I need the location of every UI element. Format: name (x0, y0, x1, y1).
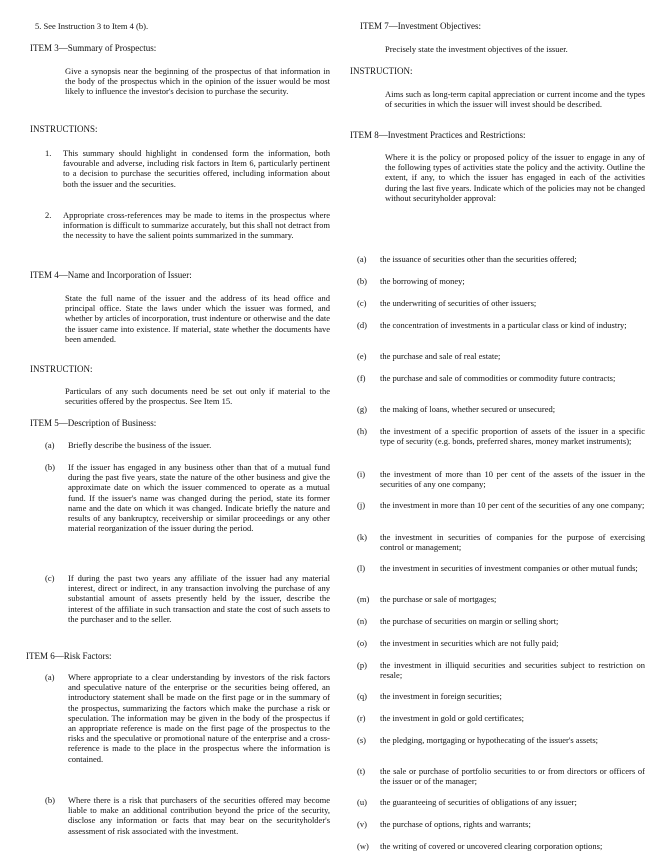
instruction-text: Appropriate cross-references may be made to items in the prospectus where information is difficult to summarize accurately, but this shall not detract from the necessity to have the salient points summarized in the summary. (63, 210, 330, 241)
item8-h (357, 426, 645, 446)
item-text: the purchase and sale of real estate; (380, 351, 501, 361)
item-text: the investment of a specific proportion of assets of the issuer in a specific type of security (e.g. bonds, preferred shares, money market instruments); (380, 426, 645, 447)
item-text: the making of loans, whether secured or unsecured; (380, 404, 556, 414)
item5-heading: ITEM 5—Description of Business: (30, 418, 157, 428)
item8-m (357, 594, 645, 604)
item3-body: Give a synopsis near the beginning of the prospectus of that information in the body of the prospectus which in the opinion of the issuer would be most likely to influence the investor's decision to purchase the security. (65, 66, 330, 97)
item-text: the purchase or sale of mortgages; (380, 594, 497, 604)
item-label: (a) (45, 440, 55, 450)
item8-d (357, 320, 645, 330)
item8-t (357, 766, 645, 786)
item8-b (357, 276, 645, 286)
item-text: If during the past two years any affiliate of the issuer had any material interest, direct or indirect, in any transaction involving the purchase of any substantial amount of assets presently held by the issuer, describe the interest of the affiliate in such transaction and state the cost of such assets to the purchaser and to the seller. (68, 573, 330, 624)
item-text: the borrowing of money; (380, 276, 465, 286)
instruction-label: 1. (45, 148, 52, 158)
item-text: the investment in foreign securities; (380, 691, 502, 701)
item7-heading: ITEM 7—Investment Objectives: (360, 21, 481, 31)
item7-body: Precisely state the investment objectives of the issuer. (385, 44, 568, 54)
item-label: (o) (357, 638, 367, 648)
item8-u (357, 797, 645, 807)
item8-j (357, 500, 645, 510)
item4-heading: ITEM 4—Name and Incorporation of Issuer: (30, 270, 192, 280)
item-label: (b) (45, 462, 55, 472)
item3-instructions-heading: INSTRUCTIONS: (30, 124, 98, 134)
item-label: (h) (357, 426, 367, 436)
item-text: Where appropriate to a clear understanding by investors of the risk factors and speculative nature of the enterprise or the securities being offered, an introductory statement shall be made on the first page or in the summary of the prospectus, summarizing the factors which make the purchase a risk or speculation. The information may be given in the body of the prospectus if an appropriate reference is made on the first page of the prospectus to the risks and the speculative or promotional nature of the enterprise and a cross-reference is made to the place in the prospectus where the information is contained. (68, 672, 330, 764)
instruction-text: This summary should highlight in condensed form the information, both favourable and adverse, including risk factors in Item 6, particularly pertinent to a decision to purchase the securities offered, including information about both the issuer and the securities. (63, 148, 330, 189)
item-label: (l) (357, 563, 366, 573)
item-label: (j) (357, 500, 366, 510)
top-note: 5. See Instruction 3 to Item 4 (b). (35, 21, 149, 31)
item-label: (a) (357, 254, 367, 264)
item3-instruction-1 (30, 148, 330, 189)
item-label: (g) (357, 404, 367, 414)
item-text: the guaranteeing of securities of obligations of any issuer; (380, 797, 577, 807)
item4-instruction-heading: INSTRUCTION: (30, 364, 93, 374)
item-text: the investment in illiquid securities and securities subject to restriction on resale; (380, 660, 645, 681)
item8-o (357, 638, 645, 648)
item8-a (357, 254, 645, 264)
item6-heading: ITEM 6—Risk Factors: (26, 651, 112, 661)
item-text: the investment in securities of companies for the purpose of exercising control or management; (380, 532, 645, 553)
item-label: (r) (357, 713, 366, 723)
item-label: (w) (357, 841, 369, 851)
item8-k (357, 532, 645, 552)
item-text: If the issuer has engaged in any business other than that of a mutual fund during the past five years, state the nature of the other business and give the approximate date on which the issuer commenced to operate as a mutual fund. If the issuer's name was changed during the period, state its former name and the date on which it was changed. Indicate briefly the nature and results of any bankruptcy, receivership or similar proceedings or any other material reorganization of the issuer during the period. (68, 462, 330, 534)
item8-l (357, 563, 645, 573)
item8-n (357, 616, 645, 626)
item-label: (b) (45, 795, 55, 805)
item-text: the investment in gold or gold certificates; (380, 713, 524, 723)
item-label: (a) (45, 672, 55, 682)
item-text: Briefly describe the business of the issuer. (68, 440, 212, 450)
item-text: Where there is a risk that purchasers of the securities offered may become liable to make an additional contribution beyond the price of the security, disclose any information or facts that may bear on the securityholder's assessment of risk associated with the investment. (68, 795, 330, 836)
item-label: (n) (357, 616, 367, 626)
item5-c (45, 573, 330, 624)
item-label: (v) (357, 819, 367, 829)
item-text: the investment in securities of investment companies or other mutual funds; (380, 563, 638, 573)
item8-r (357, 713, 645, 723)
item6-a (45, 672, 330, 764)
instruction-label: 2. (45, 210, 52, 220)
item3-instruction-2 (30, 210, 330, 241)
item-text: the investment in securities which are not fully paid; (380, 638, 559, 648)
item7-instruction: Aims such as long-term capital appreciation or current income and the types of securities in which the issuer will invest should be described. (385, 89, 645, 110)
item-label: (u) (357, 797, 367, 807)
item-label: (p) (357, 660, 367, 670)
item8-p (357, 660, 645, 680)
item-text: the sale or purchase of portfolio securities to or from directors or officers of the issuer or of the manager; (380, 766, 645, 787)
item-text: the purchase of securities on margin or selling short; (380, 616, 559, 626)
item-text: the purchase and sale of commodities or commodity future contracts; (380, 373, 616, 383)
item8-w (357, 841, 645, 851)
item8-c (357, 298, 645, 308)
item-text: the underwriting of securities of other issuers; (380, 298, 537, 308)
item-text: the pledging, mortgaging or hypothecating of the issuer's assets; (380, 735, 599, 745)
item4-instruction: Particulars of any such documents need be set out only if material to the securities offered by the prospectus. See Item 15. (65, 386, 330, 407)
item8-intro: Where it is the policy or proposed policy of the issuer to engage in any of the following types of activities state the policy and the activity. Outline the extent, if any, to which the issuer has engaged in each of the activities during the last five years. Indicate which of the policies may not be changed without securityholder approval: (385, 152, 645, 203)
item8-heading: ITEM 8—Investment Practices and Restrictions: (350, 130, 526, 140)
item4-body: State the full name of the issuer and the address of its head office and principal office. State the laws under which the issuer was formed, and whether by articles of incorporation, trust indenture or otherwise and the date the issuer came into existence. If material, state whether the documents have been amended. (65, 293, 330, 344)
item-text: the writing of covered or uncovered clearing corporation options; (380, 841, 603, 851)
item-label: (b) (357, 276, 367, 286)
item8-s (357, 735, 645, 745)
item-label: (d) (357, 320, 367, 330)
item8-f (357, 373, 645, 383)
item-label: (f) (357, 373, 366, 383)
item-text: the purchase of options, rights and warrants; (380, 819, 531, 829)
item8-e (357, 351, 645, 361)
item8-i (357, 469, 645, 489)
item-label: (k) (357, 532, 367, 542)
item5-a (45, 440, 330, 450)
item-label: (c) (45, 573, 55, 583)
item-label: (m) (357, 594, 370, 604)
item-text: the issuance of securities other than the securities offered; (380, 254, 577, 264)
item-label: (s) (357, 735, 366, 745)
item6-b (45, 795, 330, 836)
item-label: (c) (357, 298, 367, 308)
item-label: (t) (357, 766, 366, 776)
item-label: (e) (357, 351, 367, 361)
item-label: (q) (357, 691, 367, 701)
item7-instruction-heading: INSTRUCTION: (350, 66, 413, 76)
item-text: the investment in more than 10 per cent of the securities of any one company; (380, 500, 645, 510)
item-label: (i) (357, 469, 366, 479)
item3-heading: ITEM 3—Summary of Prospectus: (30, 43, 157, 53)
item8-q (357, 691, 645, 701)
item5-b (45, 462, 330, 533)
item8-v (357, 819, 645, 829)
item-text: the concentration of investments in a particular class or kind of industry; (380, 320, 627, 330)
item8-g (357, 404, 645, 414)
item-text: the investment of more than 10 per cent of the assets of the issuer in the securities of any one company; (380, 469, 645, 490)
